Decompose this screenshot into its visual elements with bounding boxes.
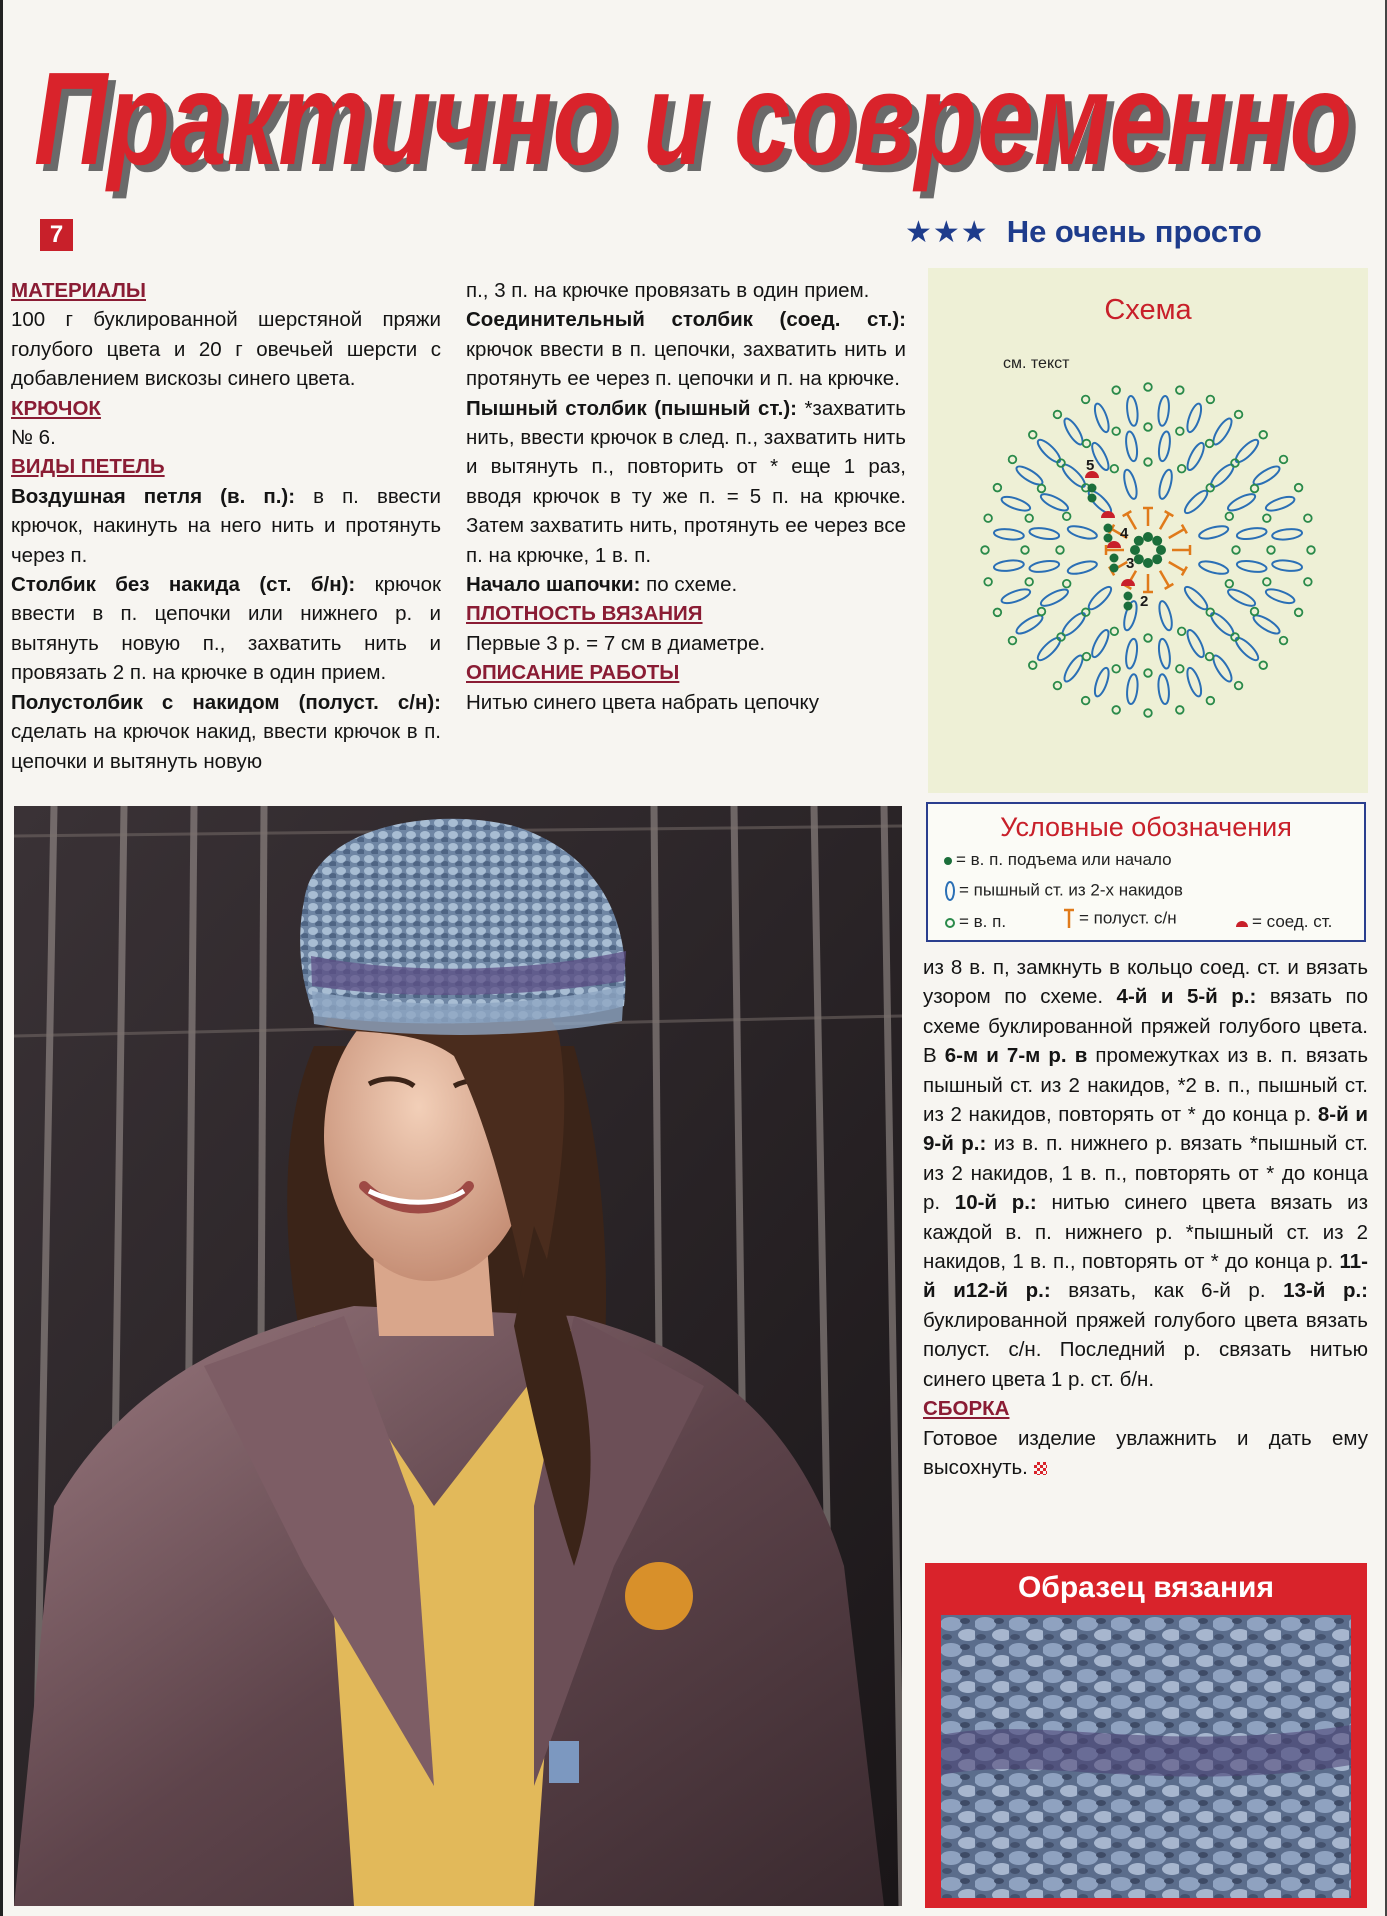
chain-stitch-mark	[1207, 697, 1215, 705]
chain-stitch-mark	[1259, 431, 1267, 439]
title-text: Практично и современно	[34, 52, 1352, 192]
chain-stitch-mark	[1178, 465, 1186, 473]
chain-stitch-mark	[1176, 386, 1184, 394]
start-text: по схеме.	[640, 573, 738, 597]
schema-note: см. текст	[1003, 355, 1070, 372]
puff-stitch-mark	[1092, 402, 1111, 434]
chain-stitch-mark	[1144, 423, 1152, 431]
puff-stitch-mark	[1067, 524, 1099, 541]
puff-stitch-mark	[1185, 402, 1204, 434]
difficulty-stars: ★★★	[905, 216, 989, 249]
chain-stitch-mark	[1025, 514, 1033, 522]
hdc-continued: п., 3 п. на крючке провязать в один прием.	[466, 279, 870, 302]
puff-stitch-mark	[1157, 395, 1170, 426]
puff-stitch-mark	[993, 559, 1024, 572]
chain-stitch-mark	[1144, 669, 1152, 677]
chain-stitch-mark	[1178, 628, 1186, 636]
chain-stitch-mark	[1267, 546, 1275, 554]
puff-stitch-mark	[1039, 586, 1070, 609]
chain-stitch-mark	[1038, 608, 1046, 616]
hdc-term: Полустолбик с накидом (полуст. с/н):	[11, 690, 441, 714]
row-number-label: 2	[1140, 593, 1149, 610]
center-chain-dot	[1143, 532, 1153, 542]
center-chain-dot	[1134, 554, 1144, 564]
chain-stitch-mark	[1111, 628, 1119, 636]
puff-stitch-mark	[1157, 674, 1170, 705]
chain-stitch-mark	[1083, 440, 1091, 448]
puff-stitch-icon	[944, 880, 956, 902]
page-number: 7	[40, 219, 73, 251]
center-chain-dot	[1143, 558, 1153, 568]
text-column-1	[11, 276, 441, 776]
hdc-stitch-mark	[1169, 529, 1185, 538]
puff-text: *захватить нить, ввести крючок в след. п., захватить нить и вытянуть п., повторить от * еще 1 раз, вводя крючок в ту же п. = 5 п. на крючке. Затем захватить нить, протянуть ее через все п. на крючке, 1 в. п.	[466, 396, 906, 567]
title-graphic	[20, 52, 1370, 202]
chain-stitch-mark	[1025, 578, 1033, 586]
puff-stitch-mark	[1067, 559, 1099, 576]
chain-stitch-mark	[1280, 637, 1288, 645]
puff-stitch-mark	[1264, 587, 1296, 606]
row-start-dot	[1104, 524, 1113, 533]
chain-stitch-mark	[1082, 396, 1090, 404]
chain-stitch-mark	[1295, 609, 1303, 617]
puff-stitch-mark	[1226, 586, 1257, 609]
slip-stitch-mark	[1121, 579, 1135, 586]
puff-stitch-mark	[1272, 528, 1303, 541]
center-chain-dot	[1152, 554, 1162, 564]
hdc-text: сделать на крючок накид, ввести крючок в п. цепочки и вытянуть новую	[11, 720, 441, 773]
start-term: Начало шапочки:	[466, 573, 641, 597]
row-start-dot	[1110, 554, 1119, 563]
chain-stitch-mark	[1226, 580, 1234, 588]
puff-stitch-mark	[1000, 587, 1032, 606]
row-start-dot	[1124, 602, 1133, 611]
row-start-dot	[1088, 494, 1097, 503]
hdc-stitch-mark	[1127, 514, 1136, 530]
chain-stitch-mark	[1029, 431, 1037, 439]
chain-stitch-mark	[1111, 465, 1119, 473]
puff-stitch-mark	[1000, 494, 1032, 513]
text-column-3	[923, 953, 1368, 1482]
center-chain-dot	[1156, 545, 1166, 555]
puff-stitch-mark	[1157, 600, 1174, 632]
chain-stitch-mark	[1207, 396, 1215, 404]
puff-stitch-mark	[993, 528, 1024, 541]
puff-stitch-mark	[1089, 628, 1112, 659]
chain-stitch-mark	[1009, 637, 1017, 645]
puff-term: Пышный столбик (пышный ст.):	[466, 396, 797, 420]
puff-stitch-mark	[1236, 526, 1267, 541]
end-mark-icon	[1034, 1462, 1047, 1475]
chain-stitch-mark	[1235, 411, 1243, 419]
chain-stitch-mark	[1063, 580, 1071, 588]
row-start-dot	[1110, 564, 1119, 573]
chain-stitch-mark	[1263, 514, 1271, 522]
row-number-label: 3	[1126, 555, 1135, 572]
chain-stitch-mark	[1280, 456, 1288, 464]
chain-stitch-mark	[1056, 546, 1064, 554]
chain-stitch-mark	[994, 484, 1002, 492]
puff-stitch-mark	[1272, 559, 1303, 572]
chain-stitch-mark	[1112, 386, 1120, 394]
chain-stitch-mark	[1251, 608, 1259, 616]
puff-stitch-mark	[1157, 638, 1172, 669]
sample-texture	[941, 1615, 1351, 1898]
description-heading: ОПИСАНИЕ РАБОТЫ	[466, 661, 680, 685]
chain-stitch-mark	[1176, 427, 1184, 435]
legend-hdc: = полуст. с/н	[1063, 908, 1177, 930]
chain-stitch-mark	[984, 578, 992, 586]
sample-title: Образец вязания	[1017, 1571, 1275, 1604]
chain-stitch-mark	[1063, 513, 1071, 521]
model-photo	[14, 806, 902, 1906]
difficulty-rating	[905, 214, 1262, 250]
puff-stitch-mark	[1086, 584, 1114, 612]
start-paragraph	[466, 570, 906, 599]
row-start-dot	[1124, 592, 1133, 601]
chain-stitch-mark	[1176, 665, 1184, 673]
sc-paragraph	[11, 570, 441, 688]
puff-stitch-mark	[1185, 666, 1204, 698]
sc-term: Столбик без накида (ст. б/н):	[11, 573, 356, 597]
sc-text: крючок ввести в п. цепочки или нижнего р. и вытянуть новую п., захватить нить и провязать 2 п. на крючке в один прием.	[11, 573, 441, 685]
hdc-stitch-mark	[1160, 514, 1169, 530]
title-shadow: Практично и современно	[41, 52, 1359, 199]
assembly-text: Готовое изделие увлажнить и дать ему высохнуть.	[923, 1426, 1368, 1479]
puff-stitch-mark	[1092, 666, 1111, 698]
description-text: Нитью синего цвета набрать цепочку	[466, 690, 819, 714]
chain-stitch-mark	[981, 546, 989, 554]
dot-icon	[944, 857, 952, 865]
chain-stitch-mark	[1112, 665, 1120, 673]
puff-stitch-mark	[1029, 559, 1060, 574]
chain-stitch-mark	[1232, 546, 1240, 554]
chain-stitch-mark	[1235, 682, 1243, 690]
chain-stitch-mark	[1112, 427, 1120, 435]
crochet-schema	[928, 268, 1368, 793]
chain-stitch-mark	[1112, 706, 1120, 714]
puff-stitch-mark	[1184, 628, 1207, 659]
chain-stitch-mark	[1144, 709, 1152, 717]
slst-text: крючок ввести в п. цепочки, захватить нить и протянуть ее через п. цепочки и п. на крючке.	[466, 337, 906, 391]
chain-stitch-mark	[1304, 514, 1312, 522]
chain-stitch-mark	[1144, 634, 1152, 642]
knitting-sample	[925, 1563, 1367, 1908]
chain-stitch-mark	[1021, 546, 1029, 554]
chain-stitch-mark	[1304, 578, 1312, 586]
chain-stitch-term: Воздушная петля (в. п.):	[11, 484, 296, 508]
stitches-heading: ВИДЫ ПЕТЕЛЬ	[11, 455, 165, 479]
hdc-stitch-mark	[1169, 562, 1185, 571]
puff-stitch-mark	[1124, 431, 1139, 462]
chain-stitch-mark	[1009, 456, 1017, 464]
row-start-dot	[1104, 534, 1113, 543]
chain-stitch-mark	[1259, 661, 1267, 669]
density-text: Первые 3 р. = 7 см в диаметре.	[466, 631, 766, 655]
chain-stitch-icon	[944, 917, 956, 929]
legend-chain: = в. п.	[944, 912, 1006, 932]
puff-stitch-mark	[1039, 491, 1070, 514]
puff-stitch-mark	[1198, 524, 1230, 541]
photo-illustration	[14, 806, 902, 1906]
chain-stitch-paragraph	[11, 482, 441, 570]
chain-stitch-mark	[994, 609, 1002, 617]
instructions-paragraph: из 8 в. п, замкнуть в кольцо соед. ст. и вязать узором по схеме. 4-й и 5-й р.: вязать по схеме буклированной пряжей голубого цвета. В 6-м и 7-м р. в промежутках из в. п. вязать пышный ст. из 2 накидов, *2 в. п., пышный ст. из 2 накидов, повторять от * до конца р. 8-й и 9-й р.: из в. п. нижнего р. вязать *пышный ст. из 2 накидов, 1 в. п., повторять от * до конца р. 10-й р.: нитью синего цвета вязать из каждой в. п. нижнего р. *пышный ст. из 2 накидов, 1 в. п., повторять от * до конца р. 11-й и12-й р.: вязать, как 6-й р. 13-й р.: буклированной пряжей голубого цвета вязать полуст. с/н. Последний р. связать нитью синего цвета 1 р. ст. б/н.	[923, 956, 1368, 1391]
center-chain-dot	[1152, 536, 1162, 546]
center-chain-dot	[1134, 536, 1144, 546]
materials-text: 100 г буклированной шерстяной пряжи голубого цвета и 20 г овечьей шерсти с добавлением вискозы синего цвета.	[11, 308, 441, 391]
slst-paragraph	[466, 305, 906, 393]
puff-stitch-mark	[1184, 441, 1207, 472]
slst-term: Соединительный столбик (соед. ст.):	[466, 308, 906, 332]
row-number-label: 4	[1120, 525, 1129, 542]
chain-stitch-mark	[1029, 661, 1037, 669]
chain-stitch-mark	[1251, 485, 1259, 493]
chain-stitch-mark	[1176, 706, 1184, 714]
puff-stitch-mark	[1124, 638, 1139, 669]
hdc-stitch-mark	[1160, 571, 1169, 587]
chain-stitch-mark	[1295, 484, 1303, 492]
legend-start: = в. п. подъема или начало	[944, 850, 1172, 870]
row-start-dot	[1088, 484, 1097, 493]
puff-stitch-mark	[1264, 494, 1296, 513]
puff-stitch-mark	[1198, 559, 1230, 576]
center-chain-dot	[1130, 545, 1140, 555]
schema-diagram	[968, 360, 1328, 740]
chain-stitch-mark	[1263, 578, 1271, 586]
chain-stitch-mark	[1144, 458, 1152, 466]
row-number-label: 5	[1086, 457, 1095, 474]
chain-stitch-mark	[1206, 440, 1214, 448]
density-heading: ПЛОТНОСТЬ ВЯЗАНИЯ	[466, 602, 703, 626]
puff-stitch-mark	[1122, 469, 1139, 501]
hook-text: № 6.	[11, 426, 56, 450]
puff-stitch-mark	[1182, 488, 1210, 516]
puff-stitch-mark	[1182, 584, 1210, 612]
hdc-paragraph	[11, 688, 441, 776]
chain-stitch-mark	[1144, 383, 1152, 391]
chain-stitch-mark	[984, 514, 992, 522]
materials-heading: МАТЕРИАЛЫ	[11, 279, 146, 302]
schema-title: Схема	[1104, 294, 1192, 326]
difficulty-label: Не очень просто	[1006, 214, 1262, 249]
chain-stitch-mark	[1054, 682, 1062, 690]
hook-heading: КРЮЧОК	[11, 396, 101, 420]
hdc-stitch-icon	[1063, 908, 1075, 930]
text-column-2	[466, 276, 906, 717]
legend-puff: = пышный ст. из 2-х накидов	[944, 880, 1183, 902]
chain-stitch-mark	[1082, 697, 1090, 705]
puff-stitch-mark	[1029, 526, 1060, 541]
puff-stitch-mark	[1157, 431, 1172, 462]
puff-stitch-mark	[1236, 559, 1267, 574]
legend-title: Условные обозначения	[1000, 812, 1292, 842]
chain-stitch-mark	[1083, 653, 1091, 661]
assembly-heading: СБОРКА	[923, 1397, 1010, 1421]
slip-stitch-icon	[1235, 918, 1249, 928]
chain-stitch-mark	[1226, 513, 1234, 521]
puff-stitch-mark	[1157, 469, 1174, 501]
chain-stitch-mark	[1038, 485, 1046, 493]
chain-stitch-mark	[1307, 546, 1315, 554]
puff-stitch-mark	[1126, 674, 1139, 705]
puff-stitch-mark	[1226, 491, 1257, 514]
legend-slst: = соед. ст.	[1235, 912, 1332, 932]
page-title	[20, 52, 1370, 202]
chain-stitch-text: в п. ввести крючок, накинуть на него нить и протянуть через п.	[11, 484, 441, 567]
puff-paragraph	[466, 394, 906, 570]
chain-stitch-mark	[1054, 411, 1062, 419]
legend-box	[926, 802, 1366, 942]
puff-stitch-mark	[1126, 395, 1139, 426]
chain-stitch-mark	[1206, 653, 1214, 661]
